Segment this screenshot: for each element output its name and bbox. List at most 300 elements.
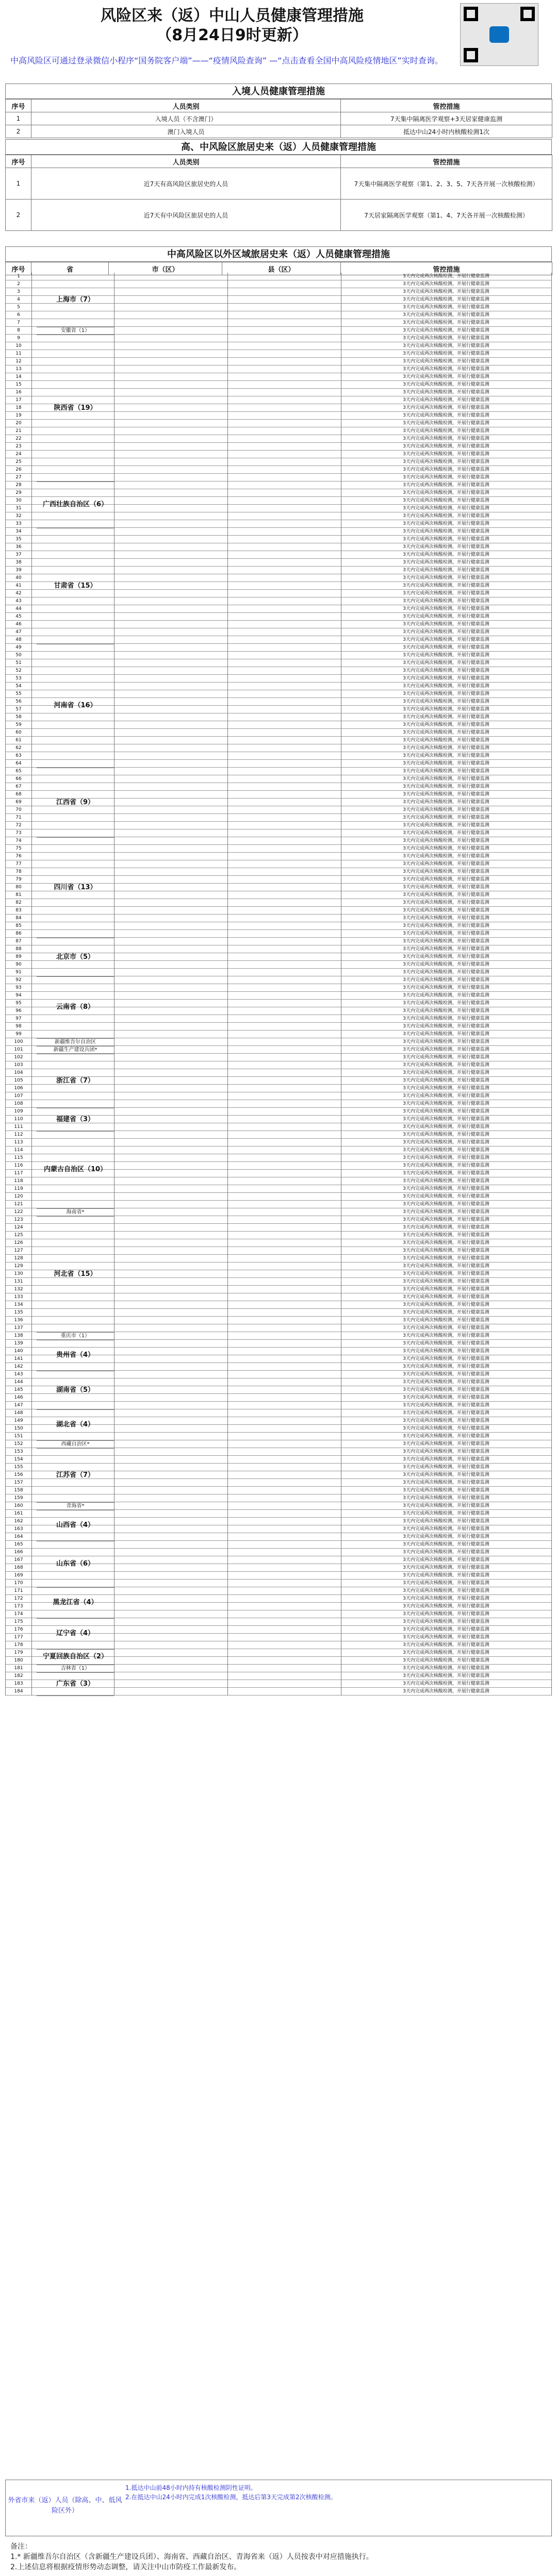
row-number: 58 bbox=[15, 714, 22, 720]
measure-cell: 3天内完成两次核酸检测，开展行健康监测 bbox=[403, 1642, 489, 1648]
row-number: 97 bbox=[15, 1016, 22, 1021]
row-number: 51 bbox=[15, 660, 22, 666]
row-number: 131 bbox=[14, 1279, 23, 1284]
measure-cell: 3天内完成两次核酸检测，开展行健康监测 bbox=[403, 1403, 489, 1408]
row-number: 7 bbox=[17, 320, 20, 325]
row-number: 26 bbox=[15, 467, 22, 472]
col-header: 人员类别 bbox=[31, 155, 341, 168]
measure-cell: 3天内完成两次核酸检测，开展行健康监测 bbox=[403, 544, 489, 550]
row-number: 84 bbox=[15, 916, 22, 921]
province-cell: 江西省（9） bbox=[37, 768, 114, 838]
measure-cell: 3天内完成两次核酸检测，开展行健康监测 bbox=[403, 823, 489, 828]
province-cell: 上海市（7） bbox=[37, 273, 114, 327]
row-number: 21 bbox=[15, 428, 22, 434]
row-number: 18 bbox=[15, 405, 22, 410]
row-number: 107 bbox=[14, 1093, 23, 1099]
province-cell: 云南省（8） bbox=[37, 976, 114, 1039]
measure-cell: 3天内完成两次核酸检测，开展行健康监测 bbox=[403, 320, 489, 325]
row-number: 27 bbox=[15, 475, 22, 480]
row-number: 137 bbox=[14, 1325, 23, 1331]
col-header: 管控措施 bbox=[341, 99, 552, 112]
page-title bbox=[21, 6, 444, 45]
measure-cell: 3天内完成两次核酸检测，开展行健康监测 bbox=[403, 993, 489, 998]
row-number: 132 bbox=[14, 1287, 23, 1292]
measure-cell: 3天内完成两次核酸检测，开展行健康监测 bbox=[403, 1225, 489, 1230]
measure-cell: 3天内完成两次核酸检测，开展行健康监测 bbox=[403, 336, 489, 341]
measure-cell: 3天内完成两次核酸检测，开展行健康监测 bbox=[403, 351, 489, 356]
measure-cell: 3天内完成两次核酸检测，开展行健康监测 bbox=[403, 1588, 489, 1593]
measure-cell: 3天内完成两次核酸检测，开展行健康监测 bbox=[403, 1449, 489, 1454]
measure-cell: 3天内完成两次核酸检测，开展行健康监测 bbox=[403, 1519, 489, 1524]
measure-cell: 3天内完成两次核酸检测，开展行健康监测 bbox=[403, 939, 489, 944]
measure-cell: 3天内完成两次核酸检测，开展行健康监测 bbox=[403, 1047, 489, 1052]
row-number: 1 bbox=[17, 274, 20, 279]
measure-cell: 3天内完成两次核酸检测，开展行健康监测 bbox=[403, 1325, 489, 1331]
measure-cell: 3天内完成两次核酸检测，开展行健康监测 bbox=[403, 653, 489, 658]
row-number: 70 bbox=[15, 807, 22, 812]
province-cell: 西藏自治区* bbox=[37, 1440, 114, 1449]
row-number: 164 bbox=[14, 1534, 23, 1539]
measure-cell: 3天内完成两次核酸检测，开展行健康监测 bbox=[403, 529, 489, 534]
measure-cell: 3天内完成两次核酸检测，开展行健康监测 bbox=[403, 1457, 489, 1462]
row-number: 11 bbox=[15, 351, 22, 356]
measure-cell: 3天内完成两次核酸检测，开展行健康监测 bbox=[403, 691, 489, 696]
section2-table bbox=[5, 155, 552, 231]
measure-cell: 3天内完成两次核酸检测，开展行健康监测 bbox=[403, 359, 489, 364]
row-number: 103 bbox=[14, 1062, 23, 1068]
row-number: 40 bbox=[15, 575, 22, 580]
measure-cell: 3天内完成两次核酸检测，开展行健康监测 bbox=[403, 1062, 489, 1068]
row-number: 158 bbox=[14, 1488, 23, 1493]
row-number: 109 bbox=[14, 1109, 23, 1114]
measure-cell: 3天内完成两次核酸检测，开展行健康监测 bbox=[403, 343, 489, 348]
cell: 近7天有中风险区旅居史的人员 bbox=[31, 200, 341, 231]
measure-cell: 3天内完成两次核酸检测，开展行健康监测 bbox=[403, 1117, 489, 1122]
section3-rows bbox=[5, 273, 552, 1696]
row-number: 71 bbox=[15, 815, 22, 820]
measure-cell: 3天内完成两次核酸检测，开展行健康监测 bbox=[403, 1302, 489, 1307]
row-number: 31 bbox=[15, 506, 22, 511]
col-header: 市（区） bbox=[109, 262, 222, 275]
col-header: 县（区） bbox=[222, 262, 341, 275]
cell: 近7天有高风险区旅居史的人员 bbox=[31, 168, 341, 200]
cell: 7天居家隔离医学观察（第1、4、7天各开展一次核酸检测） bbox=[341, 200, 552, 231]
row-number: 43 bbox=[15, 599, 22, 604]
row-number: 14 bbox=[15, 374, 22, 379]
table-row bbox=[6, 200, 552, 231]
measure-cell: 3天内完成两次核酸检测，开展行健康监测 bbox=[403, 676, 489, 681]
measure-cell: 3天内完成两次核酸检测，开展行健康监测 bbox=[403, 1016, 489, 1021]
measure-cell: 3天内完成两次核酸检测，开展行健康监测 bbox=[403, 668, 489, 673]
row-number: 33 bbox=[15, 521, 22, 526]
measure-cell: 3天内完成两次核酸检测，开展行健康监测 bbox=[403, 1086, 489, 1091]
row-number: 133 bbox=[14, 1294, 23, 1300]
measure-cell: 3天内完成两次核酸检测，开展行健康监测 bbox=[403, 946, 489, 952]
row-number: 125 bbox=[14, 1233, 23, 1238]
row-number: 28 bbox=[15, 483, 22, 488]
row-number: 45 bbox=[15, 614, 22, 619]
row-number: 64 bbox=[15, 761, 22, 766]
table-header-row bbox=[6, 99, 552, 112]
province-cell: 新疆维吾尔自治区 bbox=[37, 1038, 114, 1046]
measure-cell: 3天内完成两次核酸检测，开展行健康监测 bbox=[403, 722, 489, 727]
row-number: 34 bbox=[15, 529, 22, 534]
section3-title: 中高风险区以外区域旅居史来（返）人员健康管理措施 bbox=[5, 246, 552, 262]
province-cell: 重庆市（1） bbox=[37, 1332, 114, 1340]
province-cell: 宁夏回族自治区（2） bbox=[37, 1649, 114, 1665]
cell: 抵达中山24小时内核酸检测1次 bbox=[341, 125, 552, 138]
measure-cell: 3天内完成两次核酸检测，开展行健康监测 bbox=[403, 1264, 489, 1269]
row-number: 130 bbox=[14, 1271, 23, 1276]
measure-cell: 3天内完成两次核酸检测，开展行健康监测 bbox=[403, 599, 489, 604]
row-number: 116 bbox=[14, 1163, 23, 1168]
measure-cell: 3天内完成两次核酸检测，开展行健康监测 bbox=[403, 1124, 489, 1129]
measure-cell: 3天内完成两次核酸检测，开展行健康监测 bbox=[403, 1178, 489, 1184]
measure-cell: 3天内完成两次核酸检测，开展行健康监测 bbox=[403, 1380, 489, 1385]
title-line-1: 风险区来（返）中山人员健康管理措施 bbox=[101, 7, 364, 25]
col-header: 省 bbox=[31, 262, 109, 275]
row-number: 141 bbox=[14, 1356, 23, 1361]
row-number: 73 bbox=[15, 830, 22, 836]
cell: 1 bbox=[6, 112, 31, 125]
row-number: 6 bbox=[17, 312, 20, 318]
measure-cell: 3天内完成两次核酸检测，开展行健康监测 bbox=[403, 1209, 489, 1215]
measure-cell: 3天内完成两次核酸检测，开展行健康监测 bbox=[403, 1495, 489, 1501]
row-number: 57 bbox=[15, 707, 22, 712]
province-cell: 山东省（6） bbox=[37, 1541, 114, 1588]
cell: 7天集中隔离医学观察（第1、2、3、5、7天各开展一次核酸检测） bbox=[341, 168, 552, 200]
footer-note: 2.上述信息将根据疫情形势动态调整，请关注中山市防疫工作最新发布。 bbox=[10, 2563, 241, 2571]
measure-cell: 3天内完成两次核酸检测，开展行健康监测 bbox=[403, 1666, 489, 1671]
measure-cell: 3天内完成两次核酸检测，开展行健康监测 bbox=[403, 629, 489, 635]
row-number: 129 bbox=[14, 1264, 23, 1269]
measure-cell: 3天内完成两次核酸检测，开展行健康监测 bbox=[403, 1542, 489, 1547]
measure-cell: 3天内完成两次核酸检测，开展行健康监测 bbox=[403, 560, 489, 565]
province-cell: 湖北省（4） bbox=[37, 1409, 114, 1441]
row-number: 106 bbox=[14, 1086, 23, 1091]
measure-line-1: 1.抵达中山前48小时内持有核酸检测阴性证明。 bbox=[125, 2484, 257, 2491]
row-number: 82 bbox=[15, 900, 22, 905]
cell: 入境人员（不含澳门） bbox=[31, 112, 341, 125]
measure-cell: 3天内完成两次核酸检测，开展行健康监测 bbox=[403, 382, 489, 387]
measure-cell: 3天内完成两次核酸检测，开展行健康监测 bbox=[403, 1109, 489, 1114]
col-header: 序号 bbox=[6, 262, 31, 275]
measure-cell: 3天内完成两次核酸检测，开展行健康监测 bbox=[403, 1008, 489, 1013]
row-number: 3 bbox=[17, 289, 20, 294]
row-number: 72 bbox=[15, 823, 22, 828]
measure-cell: 3天内完成两次核酸检测，开展行健康监测 bbox=[403, 614, 489, 619]
measure-cell: 3天内完成两次核酸检测，开展行健康监测 bbox=[403, 1635, 489, 1640]
row-number: 87 bbox=[15, 939, 22, 944]
row-number: 127 bbox=[14, 1248, 23, 1253]
row-number: 96 bbox=[15, 1008, 22, 1013]
col-header: 序号 bbox=[6, 99, 31, 112]
measure-cell: 3天内完成两次核酸检测，开展行健康监测 bbox=[403, 1526, 489, 1532]
measure-cell: 3天内完成两次核酸检测，开展行健康监测 bbox=[403, 1070, 489, 1075]
measure-cell: 3天内完成两次核酸检测，开展行健康监测 bbox=[403, 281, 489, 287]
grid-line bbox=[31, 273, 32, 1696]
measure-cell: 3天内完成两次核酸检测，开展行健康监测 bbox=[403, 274, 489, 279]
row-number: 124 bbox=[14, 1225, 23, 1230]
row-number: 144 bbox=[14, 1380, 23, 1385]
section1-table bbox=[5, 99, 552, 138]
measure-cell: 3天内完成两次核酸检测，开展行健康监测 bbox=[403, 552, 489, 557]
row-number: 76 bbox=[15, 854, 22, 859]
row-number: 177 bbox=[14, 1635, 23, 1640]
measure-cell: 3天内完成两次核酸检测，开展行健康监测 bbox=[403, 1001, 489, 1006]
province-cell: 黑龙江省（4） bbox=[37, 1587, 114, 1619]
col-header: 管控措施 bbox=[341, 155, 552, 168]
header bbox=[0, 0, 557, 54]
row-number: 123 bbox=[14, 1217, 23, 1222]
row-number: 162 bbox=[14, 1519, 23, 1524]
measure-cell: 3天内完成两次核酸检测，开展行健康监测 bbox=[403, 1093, 489, 1099]
measure-cell: 3天内完成两次核酸检测，开展行健康监测 bbox=[403, 1434, 489, 1439]
qr-logo-icon bbox=[489, 26, 509, 43]
row-number: 49 bbox=[15, 645, 22, 650]
row-number: 121 bbox=[14, 1202, 23, 1207]
measure-cell: 3天内完成两次核酸检测，开展行健康监测 bbox=[403, 1163, 489, 1168]
cell: 澳门入境人员 bbox=[31, 125, 341, 138]
row-number: 46 bbox=[15, 622, 22, 627]
row-number: 102 bbox=[14, 1055, 23, 1060]
row-number: 13 bbox=[15, 367, 22, 372]
measure-cell: 3天内完成两次核酸检测，开展行健康监测 bbox=[403, 1650, 489, 1655]
measure-cell: 3天内完成两次核酸检测，开展行健康监测 bbox=[403, 1318, 489, 1323]
row-number: 62 bbox=[15, 745, 22, 751]
measure-cell: 3天内完成两次核酸检测，开展行健康监测 bbox=[403, 1681, 489, 1686]
row-number: 114 bbox=[14, 1148, 23, 1153]
measure-cell: 3天内完成两次核酸检测，开展行健康监测 bbox=[403, 328, 489, 333]
measure-cell: 3天内完成两次核酸检测，开展行健康监测 bbox=[403, 1256, 489, 1261]
row-number: 56 bbox=[15, 699, 22, 704]
row-number: 5 bbox=[17, 305, 20, 310]
measure-cell: 3天内完成两次核酸检测，开展行健康监测 bbox=[403, 297, 489, 302]
measure-cell: 3天内完成两次核酸检测，开展行健康监测 bbox=[403, 475, 489, 480]
measure-cell: 3天内完成两次核酸检测，开展行健康监测 bbox=[403, 761, 489, 766]
other-provinces-measures bbox=[125, 2483, 548, 2502]
measure-cell: 3天内完成两次核酸检测，开展行健康监测 bbox=[403, 714, 489, 720]
row-number: 85 bbox=[15, 923, 22, 928]
measure-cell: 3天内完成两次核酸检测，开展行健康监测 bbox=[403, 1217, 489, 1222]
measure-cell: 3天内完成两次核酸检测，开展行健康监测 bbox=[403, 1581, 489, 1586]
measure-cell: 3天内完成两次核酸检测，开展行健康监测 bbox=[403, 1271, 489, 1276]
measure-cell: 3天内完成两次核酸检测，开展行健康监测 bbox=[403, 467, 489, 472]
measure-cell: 3天内完成两次核酸检测，开展行健康监测 bbox=[403, 537, 489, 542]
row-number: 154 bbox=[14, 1457, 23, 1462]
measure-cell: 3天内完成两次核酸检测，开展行健康监测 bbox=[403, 1472, 489, 1477]
measure-cell: 3天内完成两次核酸检测，开展行健康监测 bbox=[403, 776, 489, 782]
row-number: 8 bbox=[17, 328, 20, 333]
measure-cell: 3天内完成两次核酸检测，开展行健康监测 bbox=[403, 1171, 489, 1176]
row-number: 74 bbox=[15, 838, 22, 843]
row-number: 140 bbox=[14, 1349, 23, 1354]
measure-cell: 3天内完成两次核酸检测，开展行健康监测 bbox=[403, 1101, 489, 1106]
measure-cell: 3天内完成两次核酸检测，开展行健康监测 bbox=[403, 374, 489, 379]
measure-cell: 3天内完成两次核酸检测，开展行健康监测 bbox=[403, 1039, 489, 1044]
measure-cell: 3天内完成两次核酸检测，开展行健康监测 bbox=[403, 838, 489, 843]
row-number: 89 bbox=[15, 954, 22, 959]
province-cell: 内蒙古自治区（10） bbox=[37, 1131, 114, 1209]
province-cell: 福建省（3） bbox=[37, 1108, 114, 1132]
row-number: 117 bbox=[14, 1171, 23, 1176]
row-number: 79 bbox=[15, 877, 22, 882]
measure-cell: 3天内完成两次核酸检测，开展行健康监测 bbox=[403, 1279, 489, 1284]
measure-cell: 3天内完成两次核酸检测，开展行健康监测 bbox=[403, 1155, 489, 1160]
measure-cell: 3天内完成两次核酸检测，开展行健康监测 bbox=[403, 1186, 489, 1191]
cell: 2 bbox=[6, 200, 31, 231]
notice: 中高风险区可通过登录微信小程序“国务院客户端”——“疫情风险查询” —“点击查看全国中高风险疫情地区”实时查询。 bbox=[10, 56, 443, 65]
col-header: 人员类别 bbox=[31, 99, 341, 112]
measure-cell: 3天内完成两次核酸检测，开展行健康监测 bbox=[403, 1441, 489, 1447]
measure-cell: 3天内完成两次核酸检测，开展行健康监测 bbox=[403, 923, 489, 928]
row-number: 24 bbox=[15, 452, 22, 457]
row-number: 120 bbox=[14, 1194, 23, 1199]
province-cell: 广东省（3） bbox=[37, 1672, 114, 1696]
table-row bbox=[6, 125, 552, 138]
measure-cell: 3天内完成两次核酸检测，开展行健康监测 bbox=[403, 1387, 489, 1392]
row-number: 88 bbox=[15, 946, 22, 952]
row-number: 165 bbox=[14, 1542, 23, 1547]
row-number: 150 bbox=[14, 1426, 23, 1431]
row-number: 156 bbox=[14, 1472, 23, 1477]
row-number: 104 bbox=[14, 1070, 23, 1075]
province-cell: 湖南省（5） bbox=[37, 1371, 114, 1410]
measure-cell: 3天内完成两次核酸检测，开展行健康监测 bbox=[403, 1511, 489, 1516]
section2-title: 高、中风险区旅居史来（返）人员健康管理措施 bbox=[5, 139, 552, 155]
row-number: 99 bbox=[15, 1032, 22, 1037]
measure-cell: 3天内完成两次核酸检测，开展行健康监测 bbox=[403, 367, 489, 372]
measure-cell: 3天内完成两次核酸检测，开展行健康监测 bbox=[403, 1140, 489, 1145]
province-cell: 河北省（15） bbox=[37, 1216, 114, 1333]
measure-cell: 3天内完成两次核酸检测，开展行健康监测 bbox=[403, 660, 489, 666]
row-number: 59 bbox=[15, 722, 22, 727]
row-number: 157 bbox=[14, 1480, 23, 1485]
row-number: 30 bbox=[15, 498, 22, 503]
measure-cell: 3天内完成两次核酸检测，开展行健康监测 bbox=[403, 699, 489, 704]
measure-cell: 3天内完成两次核酸检测，开展行健康监测 bbox=[403, 885, 489, 890]
row-number: 108 bbox=[14, 1101, 23, 1106]
row-number: 48 bbox=[15, 637, 22, 642]
row-number: 93 bbox=[15, 985, 22, 990]
row-number: 94 bbox=[15, 993, 22, 998]
row-number: 41 bbox=[15, 583, 22, 588]
row-number: 170 bbox=[14, 1581, 23, 1586]
measure-cell: 3天内完成两次核酸检测，开展行健康监测 bbox=[403, 815, 489, 820]
row-number: 183 bbox=[14, 1681, 23, 1686]
qr-corner bbox=[520, 7, 535, 21]
row-number: 128 bbox=[14, 1256, 23, 1261]
measure-cell: 3天内完成两次核酸检测，开展行健康监测 bbox=[403, 1565, 489, 1570]
cell: 1 bbox=[6, 168, 31, 200]
measure-cell: 3天内完成两次核酸检测，开展行健康监测 bbox=[403, 1426, 489, 1431]
row-number: 15 bbox=[15, 382, 22, 387]
measure-cell: 3天内完成两次核酸检测，开展行健康监测 bbox=[403, 1573, 489, 1578]
row-number: 182 bbox=[14, 1673, 23, 1678]
row-number: 112 bbox=[14, 1132, 23, 1137]
row-number: 166 bbox=[14, 1550, 23, 1555]
row-number: 10 bbox=[15, 343, 22, 348]
measure-cell: 3天内完成两次核酸检测，开展行健康监测 bbox=[403, 498, 489, 503]
row-number: 47 bbox=[15, 629, 22, 635]
row-number: 91 bbox=[15, 970, 22, 975]
row-number: 52 bbox=[15, 668, 22, 673]
footer-note: 1.* 新疆维吾尔自治区（含新疆生产建设兵团）、海南省、西藏自治区、青海省来（返）人员按表中对应措施执行。 bbox=[10, 2553, 373, 2561]
row-number: 32 bbox=[15, 513, 22, 519]
measure-cell: 3天内完成两次核酸检测，开展行健康监测 bbox=[403, 854, 489, 859]
measure-cell: 3天内完成两次核酸检测，开展行健康监测 bbox=[403, 1287, 489, 1292]
table-row bbox=[6, 112, 552, 125]
row-number: 100 bbox=[14, 1039, 23, 1044]
measure-cell: 3天内完成两次核酸检测，开展行健康监测 bbox=[403, 1294, 489, 1300]
measure-cell: 3天内完成两次核酸检测，开展行健康监测 bbox=[403, 1202, 489, 1207]
province-cell: 海南省* bbox=[37, 1208, 114, 1217]
row-number: 153 bbox=[14, 1449, 23, 1454]
row-number: 184 bbox=[14, 1689, 23, 1694]
row-number: 119 bbox=[14, 1186, 23, 1191]
measure-cell: 3天内完成两次核酸检测，开展行健康监测 bbox=[403, 1055, 489, 1060]
measure-cell: 3天内完成两次核酸检测，开展行健康监测 bbox=[403, 916, 489, 921]
qr-corner bbox=[464, 7, 478, 21]
province-cell: 四川省（13） bbox=[37, 837, 114, 938]
row-number: 17 bbox=[15, 397, 22, 403]
row-number: 42 bbox=[15, 591, 22, 596]
measure-cell: 3天内完成两次核酸检测，开展行健康监测 bbox=[403, 684, 489, 689]
province-cell: 吉林省（1） bbox=[37, 1665, 114, 1673]
measure-cell: 3天内完成两次核酸检测，开展行健康监测 bbox=[403, 1356, 489, 1361]
measure-cell: 3天内完成两次核酸检测，开展行健康监测 bbox=[403, 452, 489, 457]
row-number: 161 bbox=[14, 1511, 23, 1516]
row-number: 138 bbox=[14, 1333, 23, 1338]
row-number: 86 bbox=[15, 931, 22, 936]
province-cell: 甘肃省（15） bbox=[37, 528, 114, 644]
row-number: 75 bbox=[15, 846, 22, 851]
measure-cell: 3天内完成两次核酸检测，开展行健康监测 bbox=[403, 900, 489, 905]
cell: 7天集中隔离医学观察+3天居家健康监测 bbox=[341, 112, 552, 125]
province-cell: 安徽省（1） bbox=[37, 327, 114, 335]
measure-cell: 3天内完成两次核酸检测，开展行健康监测 bbox=[403, 506, 489, 511]
row-number: 37 bbox=[15, 552, 22, 557]
measure-cell: 3天内完成两次核酸检测，开展行健康监测 bbox=[403, 645, 489, 650]
other-provinces-label: 外省市来（返）人员（除高、中、低风险区外） bbox=[8, 2497, 122, 2515]
measure-cell: 3天内完成两次核酸检测，开展行健康监测 bbox=[403, 892, 489, 898]
row-number: 23 bbox=[15, 444, 22, 449]
row-number: 44 bbox=[15, 606, 22, 611]
measure-cell: 3天内完成两次核酸检测，开展行健康监测 bbox=[403, 954, 489, 959]
measure-cell: 3天内完成两次核酸检测，开展行健康监测 bbox=[403, 413, 489, 418]
row-number: 69 bbox=[15, 800, 22, 805]
row-number: 29 bbox=[15, 490, 22, 495]
measure-cell: 3天内完成两次核酸检测，开展行健康监测 bbox=[403, 575, 489, 580]
measure-cell: 3天内完成两次核酸检测，开展行健康监测 bbox=[403, 1132, 489, 1137]
measure-cell: 3天内完成两次核酸检测，开展行健康监测 bbox=[403, 1341, 489, 1346]
row-number: 147 bbox=[14, 1403, 23, 1408]
row-number: 126 bbox=[14, 1240, 23, 1245]
row-number: 179 bbox=[14, 1650, 23, 1655]
measure-cell: 3天内完成两次核酸检测，开展行健康监测 bbox=[403, 622, 489, 627]
province-cell: 北京市（5） bbox=[37, 938, 114, 977]
province-cell: 辽宁省（4） bbox=[37, 1618, 114, 1650]
measure-cell: 3天内完成两次核酸检测，开展行健康监测 bbox=[403, 521, 489, 526]
measure-cell: 3天内完成两次核酸检测，开展行健康监测 bbox=[403, 908, 489, 913]
measure-cell: 3天内完成两次核酸检测，开展行健康监测 bbox=[403, 428, 489, 434]
measure-cell: 3天内完成两次核酸检测，开展行健康监测 bbox=[403, 1233, 489, 1238]
row-number: 61 bbox=[15, 738, 22, 743]
row-number: 113 bbox=[14, 1140, 23, 1145]
measure-cell: 3天内完成两次核酸检测，开展行健康监测 bbox=[403, 877, 489, 882]
row-number: 22 bbox=[15, 436, 22, 441]
row-number: 105 bbox=[14, 1078, 23, 1083]
